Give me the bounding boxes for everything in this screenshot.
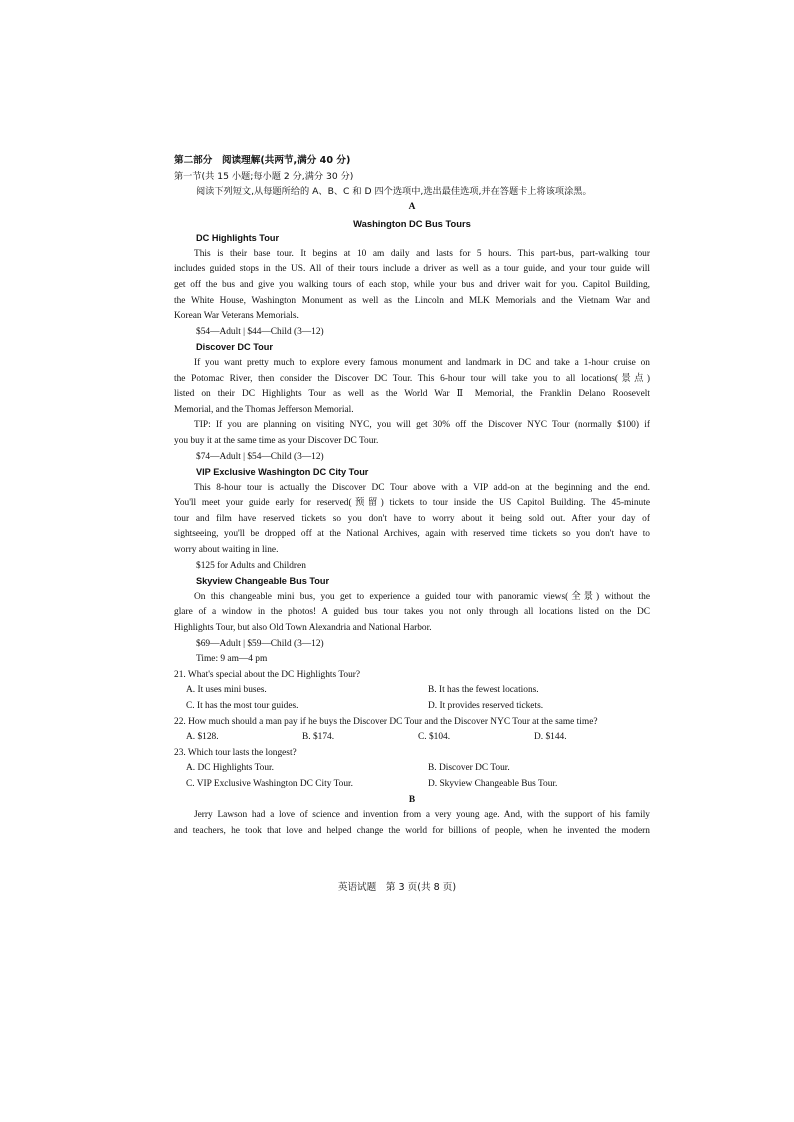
text-line: tour and film have reserved tickets so you don't have to worry about it being sold out. After your day of xyxy=(174,513,650,524)
option-a: A. DC Highlights Tour. xyxy=(186,763,274,774)
section-heading: 第二部分 阅读理解(共两节,满分 40 分) xyxy=(174,155,351,166)
option-d: D. Skyview Changeable Bus Tour. xyxy=(428,778,558,789)
text-line: sightseeing, you'll be dropped off at the National Archives, again with reserved time tickets so you don't have to xyxy=(174,529,650,540)
option-b: B. $174. xyxy=(302,732,335,743)
section-instruction: 阅读下列短文,从每题所给的 A、B、C 和 D 四个选项中,选出最佳选项,并在答题卡上将该项涂黑。 xyxy=(196,186,592,198)
text-line: includes guided stops in the US. All of their tours include a driver as well as a tour guide, and your tour guide will xyxy=(174,264,650,275)
text-line: On this changeable mini bus, you get to experience a guided tour with panoramic views(全景) without the xyxy=(194,591,650,602)
text-line: Highlights Tour, but also Old Town Alexandria and National Harbor. xyxy=(174,623,432,634)
option-c: C. It has the most tour guides. xyxy=(186,701,299,711)
page-footer: 英语试题 第 3 页(共 8 页) xyxy=(337,882,457,893)
question-21 xyxy=(174,668,650,715)
tip-line: TIP: If you are planning on visiting NYC, you will get 30% off the Discover NYC Tour (normally $100) if xyxy=(194,420,650,431)
text-line: glare of a window in the photos! A guided bus tour takes you not only through all locations listed on the DC xyxy=(174,607,650,618)
passage-b-letter: B xyxy=(408,794,416,805)
text-line: worry about waiting in line. xyxy=(174,545,279,556)
text-line: get off the bus and give you walking tours of each stop, while your bus and driver wait for you. Capitol Building, xyxy=(174,279,650,290)
tour-price: $54—Adult | $44—Child (3—12) xyxy=(196,326,324,337)
text-line: This 8-hour tour is actually the Discover DC Tour above with a VIP add-on at the beginning and the end. xyxy=(194,482,650,493)
tour-title: Skyview Changeable Bus Tour xyxy=(196,576,330,587)
tour-title: VIP Exclusive Washington DC City Tour xyxy=(196,467,369,478)
text-line: Jerry Lawson had a love of science and invention from a very young age. And, with the support of his family xyxy=(194,810,650,821)
question-stem: 22. How much should a man pay if he buys the Discover DC Tour and the Discover NYC Tour at the same time? xyxy=(174,716,598,727)
question-23 xyxy=(174,746,650,793)
text-line: the White House, Washington Monument as well as the Lincoln and MLK Memorials and the Vietnam War and xyxy=(174,295,650,306)
text-line: If you want pretty much to explore every famous monument and landmark in DC and take a 1-hour cruise on xyxy=(194,357,650,368)
passage-a-title: Washington DC Bus Tours xyxy=(353,217,471,229)
question-stem: 21. What's special about the DC Highlights Tour? xyxy=(174,669,361,680)
option-d: D. It provides reserved tickets. xyxy=(428,701,544,711)
tour-price: $125 for Adults and Children xyxy=(196,560,306,571)
text-line: Korean War Veterans Memorials. xyxy=(174,311,299,322)
question-stem: 23. Which tour lasts the longest? xyxy=(174,747,297,758)
option-c: C. $104. xyxy=(418,732,451,743)
tip-line: you buy it at the same time as your Discover DC Tour. xyxy=(174,435,379,446)
text-line: listed on their DC Highlights Tour as well as the World War Ⅱ Memorial, the Franklin Delano Roosevelt xyxy=(174,389,650,400)
section-subheading: 第一节(共 15 小题;每小题 2 分,满分 30 分) xyxy=(174,170,354,182)
passage-a xyxy=(174,200,650,839)
text-line: This is their base tour. It begins at 10 am daily and lasts for 5 hours. This part-bus, part-walking tour xyxy=(194,248,650,259)
tour-time: Time: 9 am—4 pm xyxy=(196,654,268,665)
option-a: A. $128. xyxy=(186,732,219,743)
section-header xyxy=(174,153,650,200)
text-line: the Potomac River, then consider the Discover DC Tour. This 6-hour tour will take you to all locations(景点) xyxy=(174,373,650,384)
passage-a-letter: A xyxy=(408,202,416,212)
tour-title: DC Highlights Tour xyxy=(196,233,280,244)
tour-price: $74—Adult | $54—Child (3—12) xyxy=(196,451,324,462)
tour-price: $69—Adult | $59—Child (3—12) xyxy=(196,638,324,649)
text-line: Memorial, and the Thomas Jefferson Memorial. xyxy=(174,404,354,415)
option-c: C. VIP Exclusive Washington DC City Tour. xyxy=(186,778,353,789)
option-a: A. It uses mini buses. xyxy=(186,685,267,696)
option-d: D. $144. xyxy=(534,732,567,743)
question-22 xyxy=(174,715,650,746)
text-line: You'll meet your guide early for reserved(预留) tickets to tour inside the US Capitol Building. The 45-minute xyxy=(174,498,650,509)
tour-title: Discover DC Tour xyxy=(196,342,273,353)
option-b: B. Discover DC Tour. xyxy=(428,763,510,774)
text-line: and teachers, he took that love and helped change the world for billions of people, when he invented the modern xyxy=(174,825,650,836)
option-b: B. It has the fewest locations. xyxy=(428,685,539,696)
